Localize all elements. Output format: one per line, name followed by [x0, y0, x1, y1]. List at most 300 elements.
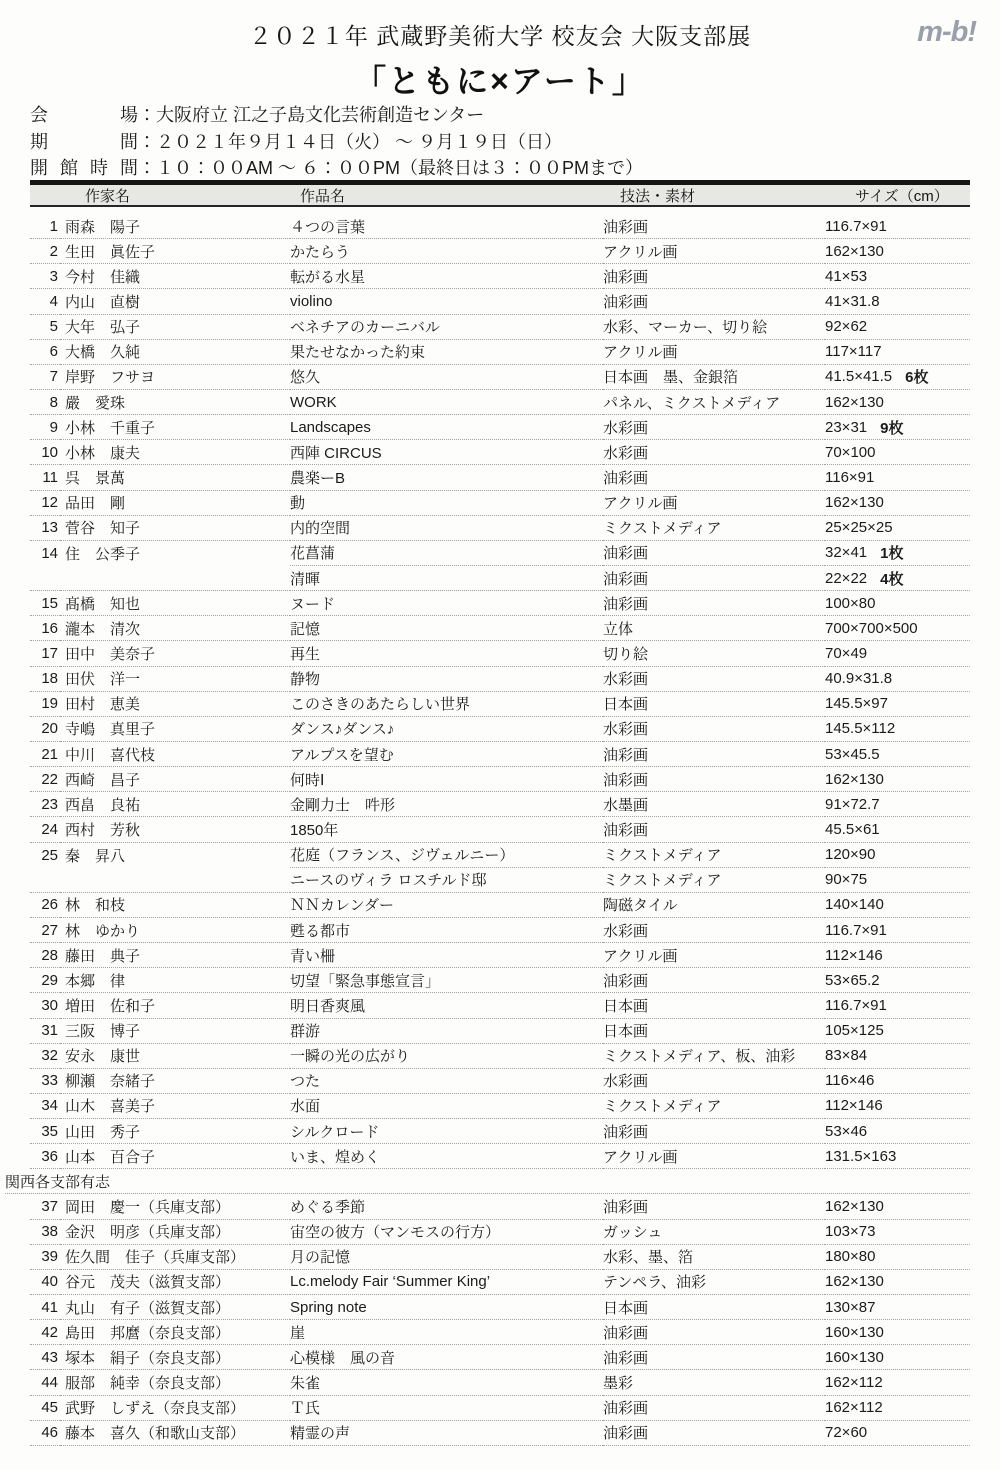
- table-row: [30, 667, 970, 692]
- cell-artist-name: 丸山 有子（滋賀支部）: [60, 1295, 290, 1320]
- table-row: [30, 415, 970, 440]
- table-row: [30, 491, 970, 516]
- cell-work-title: 崖: [290, 1320, 603, 1345]
- cell-number: [30, 868, 60, 893]
- size-value: 103×73: [825, 1223, 876, 1241]
- cell-number: 46: [30, 1421, 60, 1446]
- cell-technique: 陶磁タイル: [603, 893, 825, 918]
- cell-technique: 油彩画: [603, 1194, 825, 1219]
- table-row: [30, 289, 970, 314]
- cell-technique: 日本画 墨、金銀箔: [603, 365, 825, 390]
- table-row: [30, 1019, 970, 1044]
- cell-artist-name: 藤本 喜久（和歌山支部）: [60, 1421, 290, 1446]
- piece-count: 6枚: [905, 369, 929, 387]
- cell-size: [825, 239, 970, 264]
- cell-artist-name: 林 ゆかり: [60, 918, 290, 943]
- size-value: 90×75: [825, 871, 868, 889]
- cell-artist-name: 小林 康夫: [60, 440, 290, 465]
- size-value: 32×41: [825, 544, 868, 562]
- cell-work-title: 記憶: [290, 616, 603, 641]
- cell-number: 38: [30, 1220, 60, 1245]
- cell-technique: 油彩画: [603, 968, 825, 993]
- cell-number: 36: [30, 1144, 60, 1169]
- cell-work-title: 1850年: [290, 817, 603, 842]
- cell-number: 18: [30, 667, 60, 692]
- size-value: 116.7×91: [825, 921, 887, 939]
- cell-work-title: 明日香爽風: [290, 993, 603, 1018]
- size-value: 145.5×97: [825, 695, 888, 713]
- cell-number: 22: [30, 767, 60, 792]
- cell-number: 44: [30, 1370, 60, 1395]
- size-value: 116×91: [825, 468, 875, 486]
- cell-size: [825, 767, 970, 792]
- piece-count: 4枚: [880, 570, 904, 588]
- cell-technique: 日本画: [603, 993, 825, 1018]
- cell-work-title: ニースのヴィラ ロスチルド邸: [290, 868, 603, 893]
- table-row: [30, 1144, 970, 1169]
- size-value: 100×80: [825, 594, 876, 612]
- venue-value: ：大阪府立 江之子島文化芸術創造センター: [138, 105, 485, 125]
- cell-size: [825, 868, 970, 893]
- cell-technique: ミクストメディア: [603, 516, 825, 541]
- cell-artist-name: 林 和枝: [60, 893, 290, 918]
- cell-artist-name: 本郷 律: [60, 968, 290, 993]
- size-value: 162×112: [825, 1399, 883, 1417]
- size-value: 70×100: [825, 443, 876, 461]
- cell-size: [825, 440, 970, 465]
- size-value: 25×25×25: [825, 519, 893, 537]
- cell-technique: 水彩画: [603, 918, 825, 943]
- cell-technique: 水彩画: [603, 415, 825, 440]
- cell-size: [825, 717, 970, 742]
- cell-number: 19: [30, 692, 60, 717]
- cell-technique: 水彩画: [603, 1069, 825, 1094]
- table-row: [30, 365, 970, 390]
- exhibition-title: 「ともに×アート」: [354, 63, 646, 99]
- cell-size: [825, 742, 970, 767]
- cell-size: [825, 1345, 970, 1370]
- cell-size: [825, 1094, 970, 1119]
- cell-size: [825, 541, 970, 566]
- cell-artist-name: 田伏 洋一: [60, 667, 290, 692]
- cell-technique: 油彩画: [603, 1320, 825, 1345]
- cell-artist-name: 内山 直樹: [60, 289, 290, 314]
- cell-size: [825, 1270, 970, 1295]
- size-value: 162×130: [825, 494, 884, 512]
- cell-technique: アクリル画: [603, 1144, 825, 1169]
- period-line: [30, 128, 643, 155]
- cell-artist-name: 嚴 愛珠: [60, 390, 290, 415]
- cell-size: [825, 1119, 970, 1144]
- cell-work-title: 花菖蒲: [290, 541, 603, 566]
- cell-work-title: いま、煌めく: [290, 1144, 603, 1169]
- cell-number: 23: [30, 792, 60, 817]
- cell-artist-name: 中川 喜代枝: [60, 742, 290, 767]
- cell-artist-name: 田中 美奈子: [60, 641, 290, 666]
- size-value: 41×31.8: [825, 292, 880, 310]
- cell-number: 28: [30, 943, 60, 968]
- cell-size: [825, 340, 970, 365]
- section-header-row: 関西各支部有志: [5, 1169, 970, 1194]
- cell-artist-name: [60, 868, 290, 893]
- cell-work-title: 朱雀: [290, 1370, 603, 1395]
- table-row: [30, 792, 970, 817]
- table-row: [30, 641, 970, 666]
- cell-work-title: 果たせなかった約束: [290, 340, 603, 365]
- cell-number: 16: [30, 616, 60, 641]
- cell-technique: 水墨画: [603, 792, 825, 817]
- cell-artist-name: 小林 千重子: [60, 415, 290, 440]
- cell-technique: 日本画: [603, 1019, 825, 1044]
- size-value: 160×130: [825, 1348, 884, 1366]
- cell-technique: 水彩、マーカー、切り絵: [603, 315, 825, 340]
- cell-technique: 水彩画: [603, 667, 825, 692]
- table-row: [30, 1295, 970, 1320]
- column-header-technique: 技法・素材: [620, 188, 696, 205]
- cell-work-title: 何時Ⅰ: [290, 767, 603, 792]
- table-row: [30, 893, 970, 918]
- size-value: 162×130: [825, 393, 884, 411]
- size-value: 91×72.7: [825, 795, 880, 813]
- cell-work-title: 精霊の声: [290, 1421, 603, 1446]
- cell-artist-name: 菅谷 知子: [60, 516, 290, 541]
- piece-count: 9枚: [880, 419, 904, 437]
- size-value: 105×125: [825, 1022, 884, 1040]
- cell-technique: 立体: [603, 616, 825, 641]
- cell-size: [825, 817, 970, 842]
- size-value: 92×62: [825, 318, 868, 336]
- cell-size: [825, 1370, 970, 1395]
- cell-technique: 油彩画: [603, 264, 825, 289]
- cell-size: [825, 1194, 970, 1219]
- cell-work-title: 農楽ーB: [290, 465, 603, 490]
- cell-artist-name: 柳瀬 奈緒子: [60, 1069, 290, 1094]
- cell-artist-name: 西崎 昌子: [60, 767, 290, 792]
- table-row: [30, 717, 970, 742]
- table-row: [30, 239, 970, 264]
- cell-technique: 油彩画: [603, 465, 825, 490]
- cell-artist-name: 島田 邦麿（奈良支部）: [60, 1320, 290, 1345]
- table-row: [30, 465, 970, 490]
- cell-artist-name: 大年 弘子: [60, 315, 290, 340]
- cell-work-title: 水面: [290, 1094, 603, 1119]
- cell-number: 43: [30, 1345, 60, 1370]
- cell-number: 41: [30, 1295, 60, 1320]
- size-value: 22×22: [825, 569, 868, 587]
- document-title: ２０２１年 武蔵野美術大学 校友会 大阪支部展: [248, 23, 752, 49]
- cell-number: 31: [30, 1019, 60, 1044]
- cell-size: [825, 993, 970, 1018]
- musabi-logo: m-b!: [917, 16, 976, 48]
- cell-work-title: 一瞬の光の広がり: [290, 1044, 603, 1069]
- cell-technique: 切り絵: [603, 641, 825, 666]
- cell-technique: 油彩画: [603, 1396, 825, 1421]
- size-value: 145.5×112: [825, 720, 896, 738]
- cell-size: [825, 516, 970, 541]
- cell-artist-name: 住 公季子: [65, 545, 141, 563]
- cell-work-title: 動: [290, 491, 603, 516]
- table-row: [30, 943, 970, 968]
- cell-work-title: 静物: [290, 667, 603, 692]
- cell-number: 1: [30, 214, 60, 239]
- size-value: 23×31: [825, 418, 868, 436]
- cell-size: [825, 893, 970, 918]
- cell-work-title: WORK: [290, 390, 603, 415]
- cell-work-title: 甦る都市: [290, 918, 603, 943]
- cell-technique: 油彩画: [603, 591, 825, 616]
- column-header-size: サイズ（cm）: [855, 188, 949, 205]
- cell-number: 3: [30, 264, 60, 289]
- cell-work-title: ＮＮカレンダー: [290, 893, 603, 918]
- exhibition-info: [30, 101, 643, 181]
- cell-size: [825, 792, 970, 817]
- cell-size: [825, 843, 970, 868]
- piece-count: 1枚: [880, 545, 904, 563]
- size-value: 162×130: [825, 1273, 884, 1291]
- cell-work-title: ダンス♪ダンス♪: [290, 717, 603, 742]
- cell-work-title: 内的空間: [290, 516, 603, 541]
- cell-number: 2: [30, 239, 60, 264]
- table-row: [30, 516, 970, 541]
- table-row: [30, 993, 970, 1018]
- table-row: [30, 1194, 970, 1219]
- cell-size: [825, 918, 970, 943]
- cell-size: [825, 1044, 970, 1069]
- cell-technique: 油彩画: [603, 1345, 825, 1370]
- cell-number: 40: [30, 1270, 60, 1295]
- cell-artist-name: 岸野 フサヨ: [60, 365, 290, 390]
- table-row: [30, 1245, 970, 1270]
- cell-number: 14: [41, 544, 58, 562]
- table-row: [30, 1270, 970, 1295]
- cell-number: 12: [30, 491, 60, 516]
- column-header-work-title: 作品名: [300, 188, 346, 205]
- table-row: [30, 1044, 970, 1069]
- cell-technique: 油彩画: [603, 289, 825, 314]
- cell-number: 20: [30, 717, 60, 742]
- cell-size: [825, 390, 970, 415]
- table-row: [30, 1345, 970, 1370]
- cell-work-title: 花庭（フランス、ジヴェルニー）: [290, 843, 603, 868]
- cell-technique: ガッシュ: [603, 1220, 825, 1245]
- cell-artist-name: 品田 剛: [60, 491, 290, 516]
- cell-number: 17: [30, 641, 60, 666]
- table-row: [30, 264, 970, 289]
- cell-artist-name: 髙橋 知也: [60, 591, 290, 616]
- cell-number: 10: [30, 440, 60, 465]
- table-row: [30, 340, 970, 365]
- cell-work-title: violino: [290, 289, 603, 314]
- hours-label: 開館時間: [30, 158, 138, 178]
- table-row: [30, 214, 970, 239]
- cell-work-title: 青い柵: [290, 943, 603, 968]
- size-value: 53×45.5: [825, 745, 880, 763]
- cell-number: 21: [30, 742, 60, 767]
- cell-size: [825, 465, 970, 490]
- cell-artist-name: 塚本 絹子（奈良支部）: [60, 1345, 290, 1370]
- table-row: [30, 1421, 970, 1446]
- cell-artist-name: 田村 恵美: [60, 692, 290, 717]
- size-value: 116.7×91: [825, 996, 887, 1014]
- size-value: 53×65.2: [825, 971, 880, 989]
- cell-size: [825, 591, 970, 616]
- size-value: 700×700×500: [825, 619, 918, 637]
- table-row: [30, 1320, 970, 1345]
- table-row: [30, 1069, 970, 1094]
- cell-technique: 油彩画: [603, 742, 825, 767]
- cell-size: [825, 1295, 970, 1320]
- table-row: [30, 918, 970, 943]
- cell-size: [825, 641, 970, 666]
- hours-line: [30, 154, 643, 181]
- cell-work-title: アルプスを望む: [290, 742, 603, 767]
- hours-value: ：１０：００AM ～ ６：００PM（最終日は３：００PMまで）: [138, 158, 643, 178]
- table-row: [30, 1094, 970, 1119]
- cell-number: 27: [30, 918, 60, 943]
- size-value: 162×130: [825, 770, 884, 788]
- cell-work-title: めぐる季節: [290, 1194, 603, 1219]
- cell-artist-name: 服部 純幸（奈良支部）: [60, 1370, 290, 1395]
- size-value: 72×60: [825, 1424, 868, 1442]
- cell-size: [825, 289, 970, 314]
- venue-label: 会場: [30, 105, 138, 125]
- cell-technique: ミクストメディア: [603, 843, 825, 868]
- cell-size: [825, 1245, 970, 1270]
- table-row: [30, 390, 970, 415]
- cell-number: 15: [30, 591, 60, 616]
- cell-work-title: 再生: [290, 641, 603, 666]
- cell-number: 26: [30, 893, 60, 918]
- size-value: 45.5×61: [825, 820, 880, 838]
- table-row: [30, 440, 970, 465]
- size-value: 131.5×163: [825, 1147, 897, 1165]
- size-value: 117×117: [825, 343, 882, 361]
- cell-size: [825, 616, 970, 641]
- cell-work-title: 金剛力士 吽形: [290, 792, 603, 817]
- cell-size: [825, 667, 970, 692]
- cell-work-title: 転がる水星: [290, 264, 603, 289]
- cell-artist-name: 寺嶋 真里子: [60, 717, 290, 742]
- cell-work-title: Ｔ氏: [290, 1396, 603, 1421]
- cell-work-title: 心模様 風の音: [290, 1345, 603, 1370]
- cell-number: 13: [30, 516, 60, 541]
- cell-technique: 油彩画: [603, 817, 825, 842]
- cell-artist-name: 西村 芳秋: [60, 817, 290, 842]
- cell-size: [825, 1396, 970, 1421]
- cell-artist-name: 西畠 良祐: [60, 792, 290, 817]
- table-row: [30, 767, 970, 792]
- table-row: [30, 616, 970, 641]
- table-row: [30, 843, 970, 868]
- cell-technique: 油彩画: [603, 214, 825, 239]
- cell-number: 29: [30, 968, 60, 993]
- cell-number: 32: [30, 1044, 60, 1069]
- cell-artist-name: 山本 百合子: [60, 1144, 290, 1169]
- cell-work-title: シルクロード: [290, 1119, 603, 1144]
- cell-artist-name: 藤田 典子: [60, 943, 290, 968]
- cell-artist-name: 今村 佳織: [60, 264, 290, 289]
- cell-size: [825, 1069, 970, 1094]
- cell-technique: 水彩画: [603, 440, 825, 465]
- column-header-artist: 作家名: [85, 188, 131, 205]
- cell-work-title: ヌード: [290, 591, 603, 616]
- cell-artist-name: 金沢 明彦（兵庫支部）: [60, 1220, 290, 1245]
- cell-size: [825, 692, 970, 717]
- size-value: 162×130: [825, 1198, 884, 1216]
- cell-technique: 日本画: [603, 692, 825, 717]
- size-value: 53×46: [825, 1122, 868, 1140]
- cell-artist-name: 雨森 陽子: [60, 214, 290, 239]
- table-row: [30, 1220, 970, 1245]
- cell-number: 33: [30, 1069, 60, 1094]
- cell-artist-name: [60, 566, 290, 591]
- cell-work-title: つた: [290, 1069, 603, 1094]
- cell-number: 4: [30, 289, 60, 314]
- cell-artist-name: 谷元 茂夫（滋賀支部）: [60, 1270, 290, 1295]
- cell-number: 37: [30, 1194, 60, 1219]
- size-value: 40.9×31.8: [825, 670, 893, 688]
- cell-number: 42: [30, 1320, 60, 1345]
- size-value: 180×80: [825, 1248, 876, 1266]
- cell-technique: 墨彩: [603, 1370, 825, 1395]
- cell-technique: アクリル画: [603, 340, 825, 365]
- cell-artist-name: 瀧本 清次: [60, 616, 290, 641]
- size-value: 41.5×41.5: [825, 368, 893, 386]
- size-value: 130×87: [825, 1298, 876, 1316]
- cell-size: [825, 214, 970, 239]
- size-value: 112×146: [825, 946, 883, 964]
- venue-line: [30, 101, 643, 128]
- cell-artist-name: 呉 景萬: [60, 465, 290, 490]
- cell-technique: パネル、ミクストメディア: [603, 390, 825, 415]
- size-value: 116×46: [825, 1072, 875, 1090]
- cell-size: [825, 365, 970, 390]
- cell-number: 11: [30, 465, 60, 490]
- cell-technique: 油彩画: [603, 541, 825, 566]
- cell-work-title: 群游: [290, 1019, 603, 1044]
- size-value: 70×49: [825, 644, 868, 662]
- cell-work-title: 切望「緊急事態宣言」: [290, 968, 603, 993]
- cell-work-title: 宙空の彼方（マンモスの行方）: [290, 1220, 603, 1245]
- cell-number: 34: [30, 1094, 60, 1119]
- table-row: [30, 868, 970, 893]
- period-label: 期間: [30, 131, 138, 152]
- cell-size: [825, 1144, 970, 1169]
- cell-technique: 油彩画: [603, 566, 825, 591]
- cell-technique: ミクストメディア: [603, 1094, 825, 1119]
- cell-work-title: Spring note: [290, 1295, 603, 1320]
- cell-number: 9: [30, 415, 60, 440]
- table-row: [30, 591, 970, 616]
- cell-size: [825, 1220, 970, 1245]
- cell-artist-name: 山木 喜美子: [60, 1094, 290, 1119]
- cell-size: [825, 415, 970, 440]
- cell-number: 5: [30, 315, 60, 340]
- cell-artist-name: 佐久間 佳子（兵庫支部）: [60, 1245, 290, 1270]
- cell-artist-name: 増田 佐和子: [60, 993, 290, 1018]
- cell-size: [825, 566, 970, 591]
- cell-artist-name: 岡田 慶一（兵庫支部）: [60, 1194, 290, 1219]
- cell-number: 7: [30, 365, 60, 390]
- cell-technique: アクリル画: [603, 239, 825, 264]
- cell-work-title: かたらう: [290, 239, 603, 264]
- cell-number: 45: [30, 1396, 60, 1421]
- cell-technique: テンペラ、油彩: [603, 1270, 825, 1295]
- table-row: [30, 541, 970, 566]
- cell-size: [825, 968, 970, 993]
- table-header: [30, 180, 970, 207]
- size-value: 83×84: [825, 1047, 868, 1065]
